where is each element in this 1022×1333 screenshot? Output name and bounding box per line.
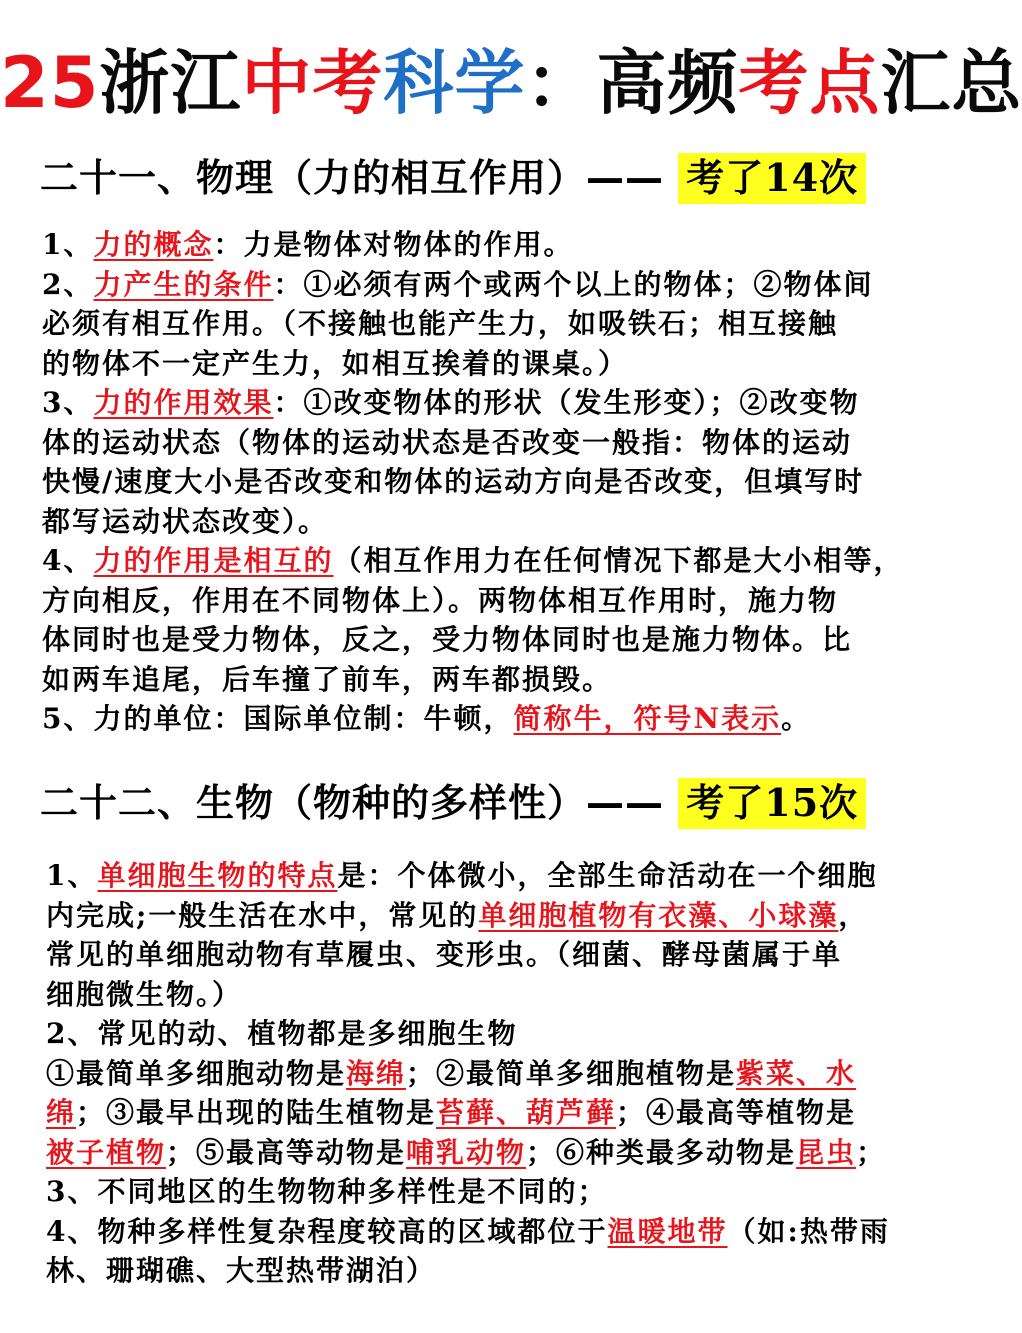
text-segment: （如:热带雨	[727, 1214, 890, 1248]
key-term: 昆虫	[796, 1135, 857, 1169]
text-segment: ；②最简单多细胞植物是	[406, 1056, 737, 1090]
text-line	[42, 265, 904, 305]
text-segment: 细胞微生物。）	[46, 977, 243, 1011]
text-segment: ：①必须有两个或两个以上的物体；②物体间	[273, 267, 874, 301]
key-term: 力的作用是相互的	[93, 544, 334, 577]
text-segment: ：①改变物体的形状（发生形变）；②改变物	[273, 386, 860, 419]
key-term: 单细胞生物的特点	[97, 859, 338, 892]
key-term: 哺乳动物	[406, 1135, 527, 1169]
text-segment: 1、	[42, 228, 94, 261]
section-22-heading	[40, 773, 866, 833]
text-line	[46, 1133, 890, 1173]
title-region: 浙江	[99, 42, 242, 124]
key-term: 温暖地带	[607, 1214, 728, 1248]
text-line	[42, 699, 904, 739]
text-segment: 方向相反，作用在不同物体上）。两物体相互作用时，施力物	[42, 583, 839, 617]
text-segment: 林、珊瑚礁、大型热带湖泊）	[46, 1254, 437, 1287]
title-keypoints: 考点	[738, 42, 881, 124]
text-line	[42, 225, 904, 265]
text-segment: 快慢/速度大小是否改变和物体的运动方向是否改变，但填写时	[42, 465, 865, 498]
text-segment: 常见的单细胞动物有草履虫、变形虫。（细菌、酵母菌属于单	[46, 938, 843, 971]
key-term: 简称牛，符号N表示	[513, 702, 782, 735]
text-line	[42, 462, 904, 502]
text-line	[42, 344, 904, 384]
text-segment: 1、	[46, 859, 98, 892]
section-22-title: 二十二、生物（物种的多样性）——	[40, 781, 665, 825]
text-line	[46, 1212, 890, 1252]
text-line	[42, 502, 904, 542]
text-segment: ：力是物体对物体的作用。	[213, 228, 574, 261]
page-title	[0, 38, 1022, 128]
text-line	[42, 541, 904, 581]
key-term: 力的作用效果	[93, 386, 274, 419]
text-segment: 4、物种多样性复杂程度较高的区域都位于	[46, 1214, 608, 1248]
text-segment: 是：个体微小，全部生命活动在一个细胞	[337, 859, 878, 892]
text-segment: ；⑤最高等动物是	[166, 1135, 407, 1169]
key-term: 绵	[46, 1096, 77, 1129]
text-segment: 都写运动状态改变）。	[42, 504, 329, 538]
text-line	[46, 1251, 890, 1291]
section-22-body	[46, 856, 890, 1291]
key-term: 力产生的条件	[93, 267, 274, 301]
text-line	[46, 975, 890, 1015]
text-segment: 2、常见的动、植物都是多细胞生物	[46, 1017, 518, 1050]
text-line	[42, 581, 904, 621]
title-exam: 中考	[241, 42, 384, 124]
text-segment: 内完成;一般生活在水中，常见的	[46, 898, 479, 932]
text-segment: 2、	[42, 267, 94, 301]
text-line	[46, 935, 890, 975]
section-21-body	[42, 225, 904, 739]
text-line	[46, 1014, 890, 1054]
text-line	[46, 1093, 890, 1133]
text-segment: 5、力的单位：国际单位制：牛顿，	[42, 702, 514, 735]
title-high-freq: ：高频	[525, 42, 739, 124]
text-segment: ①最简单多细胞动物是	[46, 1056, 347, 1090]
text-line	[46, 1054, 890, 1094]
section-21-count-badge: 考了14次	[678, 153, 866, 204]
text-line	[42, 383, 904, 423]
text-segment: ，	[838, 898, 869, 932]
text-line	[42, 660, 904, 700]
key-term: 海绵	[346, 1056, 407, 1090]
text-line	[42, 423, 904, 463]
text-line	[42, 620, 904, 660]
text-segment: 如两车追尾，后车撞了前车，两车都损毁。	[42, 662, 613, 696]
key-term: 单细胞植物有衣藻、小球藻	[478, 898, 839, 932]
text-segment: 。	[781, 702, 812, 735]
section-22-count-badge: 考了15次	[678, 778, 866, 829]
text-line	[42, 304, 904, 344]
key-term: 紫菜、水	[736, 1056, 857, 1090]
text-segment: 的物体不一定产生力，如相互挨着的课桌。）	[42, 346, 629, 380]
key-term: 苔藓、葫芦藓	[436, 1096, 617, 1129]
text-segment: 4、	[42, 544, 94, 577]
text-segment: 体的运动状态（物体的运动状态是否改变一般指：物体的运动	[42, 425, 853, 459]
text-segment: 3、	[42, 386, 94, 419]
title-subject: 科学	[383, 42, 526, 124]
section-21-heading	[40, 148, 866, 208]
text-line	[46, 856, 890, 896]
text-line	[46, 1172, 890, 1212]
title-summary: 汇总	[880, 42, 1022, 124]
key-term: 被子植物	[46, 1135, 167, 1169]
text-line	[46, 896, 890, 936]
text-segment: 必须有相互作用。（不接触也能产生力，如吸铁石；相互接触	[42, 307, 839, 340]
title-year: 25	[0, 42, 100, 124]
text-segment: ；③最早出现的陆生植物是	[76, 1096, 437, 1129]
key-term: 力的概念	[93, 228, 214, 261]
section-21-title: 二十一、物理（力的相互作用）——	[40, 156, 665, 200]
text-segment: 3、不同地区的生物物种多样性是不同的；	[46, 1175, 608, 1208]
text-segment: ；⑥种类最多动物是	[526, 1135, 797, 1169]
text-segment: ；	[856, 1135, 887, 1169]
text-segment: 体同时也是受力物体，反之，受力物体同时也是施力物体。比	[42, 623, 853, 656]
text-segment: ；④最高等植物是	[616, 1096, 857, 1129]
text-segment: （相互作用力在任何情况下都是大小相等，	[333, 544, 904, 577]
